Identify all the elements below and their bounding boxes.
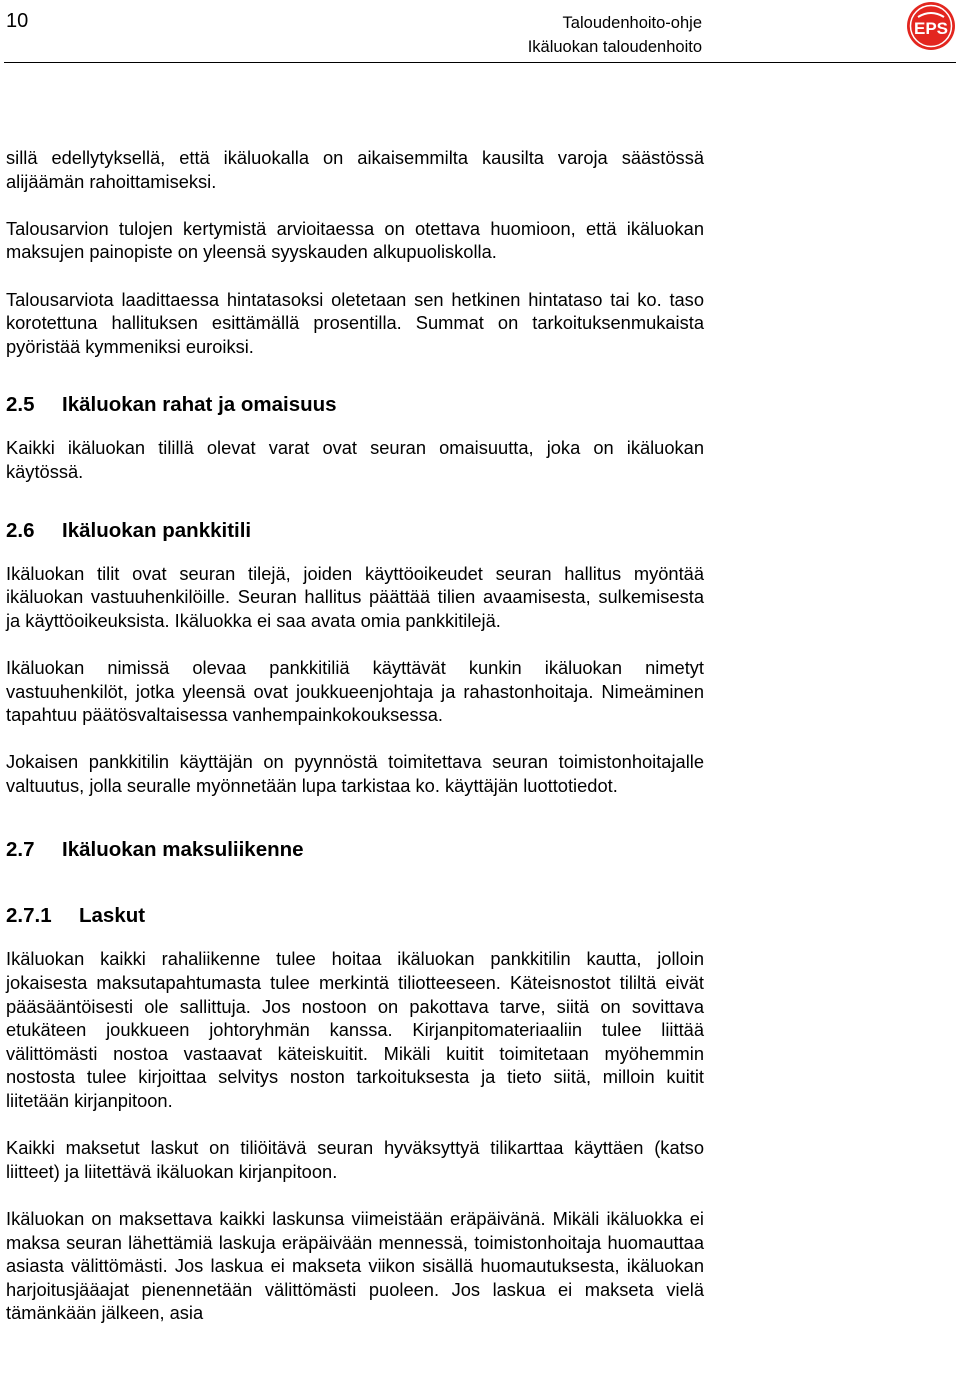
section-title: Ikäluokan pankkitili [62,518,252,542]
club-logo-icon [906,1,956,51]
paragraph: Jokaisen pankkitilin käyttäjän on pyynnöstä toimitettava seuran toimistonhoitajalle valtuutus, jolla seuralle myönnetään lupa tarkistaa ko. käyttäjän luottotiedot. [6,751,704,796]
header-title-line1: Taloudenhoito-ohje [562,14,702,32]
section-number: 2.7 [6,838,35,862]
logo-text: EPS [913,19,949,38]
paragraph: Talousarviota laadittaessa hintatasoksi oletetaan sen hetkinen hintataso tai ko. taso korotettuna hallituksen esittämällä prosentilla. Summat on tarkoituksenmukaista pyöristää kymmeniksi euroiksi. [6,288,704,357]
section-title: Ikäluokan maksuliikenne [62,838,304,862]
paragraph: Ikäluokan nimissä olevaa pankkitiliä käyttävät kunkin ikäluokan nimetyt vastuuhenkilöt, jotka yleensä ovat joukkueenjohtaja ja rahastonhoitaja. Nimeäminen tapahtuu päätösvaltaisessa vanhempainkokouksessa. [6,656,704,726]
section-number: 2.6 [6,518,35,542]
paragraph: Ikäluokan on maksettava kaikki laskunsa viimeistään eräpäivänä. Mikäli ikäluokka ei maksa seuran lähettämiä laskuja eräpäivään mennessä, toimistonhoitaja huomauttaa asiasta välittömästi. Jos laskua ei makseta viikon sisällä huomautuksesta, ikäluokan harjoitusjääajat pienennetään välittömästi puoleen. Jos laskua ei makseta vielä tämänkään jälkeen, asia [6,1208,704,1324]
paragraph: Ikäluokan kaikki rahaliikenne tulee hoitaa ikäluokan pankkitilin kautta, jolloin jokaisesta maksutapahtumasta tulee merkintä tiliotteeseen. Käteisnostot tililtä eivät pääsääntöisesti ole sallittuja. Jos nostoon on pakottava tarve, siitä on sovittava etukäteen joukkueen johtoryhmän kanssa. Kirjanpitomateriaaliin tulee liittää välittömästi nostoa vastaavat käteiskuitit. Mikäli kuitit toimitetaan myöhemmin nostosta tulee kirjoittaa selvitys noston tarkoituksesta ja tieto siitä, milloin kuitit liitetään kirjanpitoon. [6,948,704,1112]
paragraph: Kaikki maksetut laskut on tiliöitävä seuran hyväksyttyä tilikarttaa käyttäen (katso liitteet) ja liitettävä ikäluokan kirjanpitoon. [6,1137,704,1182]
section-heading-2-5 [6,392,704,418]
section-number: 2.5 [6,393,35,417]
header-divider [4,62,956,63]
paragraph: Ikäluokan tilit ovat seuran tilejä, joiden käyttöoikeudet seuran hallitus myöntää ikäluokan vastuuhenkilöille. Seuran hallitus päättää tilien avaamisesta, sulkemisesta ja käyttöoikeuksista. Ikäluokka ei saa avata omia pankkitilejä. [6,562,704,631]
section-title: Ikäluokan rahat ja omaisuus [62,393,337,417]
section-title: Laskut [79,904,146,928]
page-number: 10 [6,10,29,32]
section-heading-2-7 [6,837,704,863]
paragraph: Talousarvion tulojen kertymistä arvioitaessa on otettava huomioon, että ikäluokan maksujen painopiste on yleensä syyskauden alkupuoliskolla. [6,217,704,263]
section-heading-2-6 [6,518,704,544]
paragraph: Kaikki ikäluokan tilillä olevat varat ovat seuran omaisuutta, joka on ikäluokan käytössä. [6,437,704,482]
document-body [6,146,704,1325]
page-header [0,0,960,64]
header-titles [528,11,702,59]
header-title-line2: Ikäluokan taloudenhoito [527,38,702,56]
section-number: 2.7.1 [6,904,52,928]
paragraph: sillä edellytyksellä, että ikäluokalla on aikaisemmilta kausilta varoja säästössä alijäämän rahoittamiseksi. [6,147,704,192]
section-heading-2-7-1 [6,903,704,929]
